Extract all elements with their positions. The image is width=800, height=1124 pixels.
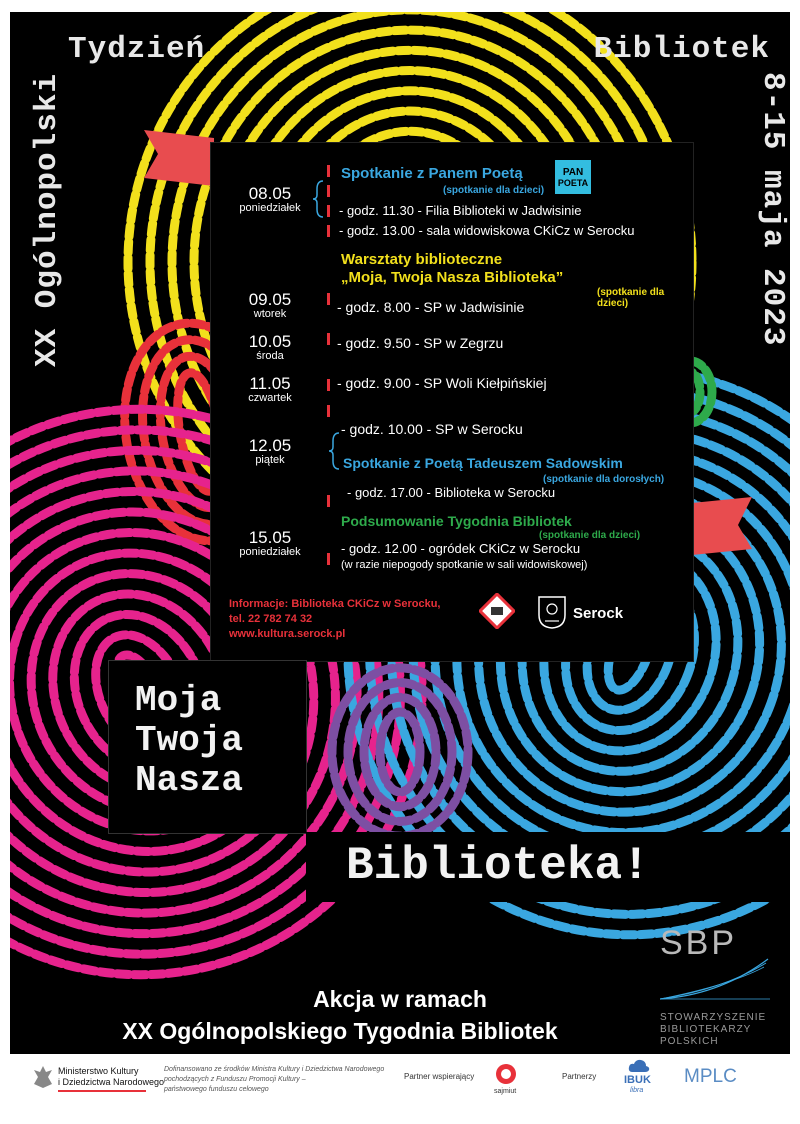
date-11-05: 11.05 czwartek	[248, 374, 292, 404]
eagle-emblem-icon	[32, 1064, 54, 1090]
event-note: (spotkanie dla dzieci)	[597, 287, 665, 309]
ministry-underline	[58, 1090, 146, 1092]
date-09-05: 09.05 wtorek	[248, 290, 292, 320]
event-line: - godz. 17.00 - Biblioteka w Serocku	[347, 485, 556, 500]
action-line-2: XX Ogólnopolskiego Tygodnia Bibliotek	[122, 1018, 558, 1044]
slogan-word: Moja	[135, 680, 222, 721]
event-line: - godz. 8.00 - SP w Jadwisinie	[337, 299, 525, 315]
header-vertical-left: XX Ogólnopolski	[30, 72, 65, 367]
funding-note-2: pochodzących z Funduszu Promocji Kultury –	[164, 1076, 306, 1083]
date-15-05: 15.05 poniedziałek	[239, 528, 301, 558]
sbp-line2: BIBLIOTEKARZY	[660, 1024, 752, 1035]
funding-note-3: państwowego funduszu celowego	[164, 1086, 269, 1093]
brace-icon	[313, 179, 325, 219]
separator	[327, 185, 330, 197]
poster-background	[10, 12, 790, 1054]
event-line: (w razie niepogody spotkanie w sali widowiskowej)	[341, 559, 588, 571]
header-right-title: Bibliotek	[593, 32, 770, 67]
slogan-word: Twoja	[135, 720, 244, 761]
event-title-podsumowanie: Podsumowanie Tygodnia Bibliotek	[341, 513, 572, 529]
slogan-box	[108, 660, 307, 834]
ibuk-sub: libra	[630, 1087, 644, 1094]
partners-label: Partnerzy	[562, 1072, 597, 1081]
sbp-line3: POLSKICH	[660, 1036, 719, 1047]
ministry-name-2: i Dziedzictwa Narodowego	[58, 1077, 165, 1087]
red-book-ribbon-left	[144, 130, 214, 186]
sajmiut-logo-icon	[494, 1062, 518, 1086]
event-note: (spotkanie dla dzieci)	[443, 185, 545, 196]
date-12-05: 12.05 piątek	[248, 436, 292, 466]
event-title-sadowski: Spotkanie z Poetą Tadeuszem Sadowskim	[343, 455, 623, 471]
partner-support-label: Partner wspierający	[404, 1072, 475, 1081]
pan-poeta-logo: PAN POETA	[555, 160, 591, 194]
info-website[interactable]: www.kultura.serock.pl	[229, 628, 346, 640]
info-phone: tel. 22 782 74 32	[229, 613, 313, 625]
event-note: (spotkanie dla dorosłych)	[543, 474, 665, 485]
sajmiut-label: sajmiut	[494, 1088, 517, 1095]
event-note: (spotkanie dla dzieci)	[539, 530, 641, 541]
brace-icon	[329, 431, 341, 471]
action-line-1: Akcja w ramach	[313, 986, 487, 1012]
event-title-warsztaty: Warsztaty biblioteczne	[341, 251, 503, 268]
sbp-line1: STOWARZYSZENIE	[660, 1012, 767, 1023]
separator	[327, 379, 330, 391]
slogan-end: Biblioteka!	[346, 840, 650, 892]
event-line: - godz. 13.00 - sala widowiskowa CKiCz w Serocku	[339, 223, 635, 238]
separator	[327, 205, 330, 217]
header-left-title: Tydzień	[68, 32, 206, 67]
event-line: - godz. 9.50 - SP w Zegrzu	[337, 335, 504, 351]
separator	[327, 553, 330, 565]
event-title-pan-poeta: Spotkanie z Panem Poetą	[341, 165, 523, 182]
sbp-short: SBP	[660, 924, 738, 962]
event-line: - godz. 10.00 - SP w Serocku	[341, 421, 523, 437]
serock-logo-text: Serock	[573, 605, 624, 622]
event-title-warsztaty-2: „Moja, Twoja Nasza Biblioteka”	[341, 269, 564, 286]
separator	[327, 495, 330, 507]
date-08-05: 08.05 poniedziałek	[239, 184, 301, 214]
mplc-logo: MPLC	[684, 1066, 737, 1087]
separator	[327, 405, 330, 417]
ministry-name-1: Ministerstwo Kultury	[58, 1066, 139, 1076]
info-address: Informacje: Biblioteka CKiCz w Serocku,	[229, 598, 441, 610]
event-line: - godz. 9.00 - SP Woli Kiełpińskiej	[337, 375, 547, 391]
date-10-05: 10.05 środa	[248, 332, 292, 362]
separator	[327, 225, 330, 237]
cloud-icon	[628, 1058, 650, 1074]
ibuk-logo: IBUK	[624, 1074, 651, 1086]
event-line: - godz. 11.30 - Filia Biblioteki w Jadwisinie	[339, 203, 582, 218]
slogan-word: Nasza	[135, 760, 244, 801]
separator	[327, 333, 330, 345]
slogan-end-box	[306, 832, 790, 902]
ckicz-logo-icon	[479, 593, 515, 629]
funding-note-1: Dofinansowano ze środków Ministra Kultury i Dziedzictwa Narodowego	[164, 1066, 385, 1073]
event-line: - godz. 12.00 - ogródek CKiCz w Serocku	[341, 541, 581, 556]
separator	[327, 165, 330, 177]
separator	[327, 293, 330, 305]
program-panel	[210, 142, 694, 662]
header-vertical-date: 8-15 maja 2023	[755, 72, 790, 347]
serock-crest-icon	[537, 595, 567, 629]
